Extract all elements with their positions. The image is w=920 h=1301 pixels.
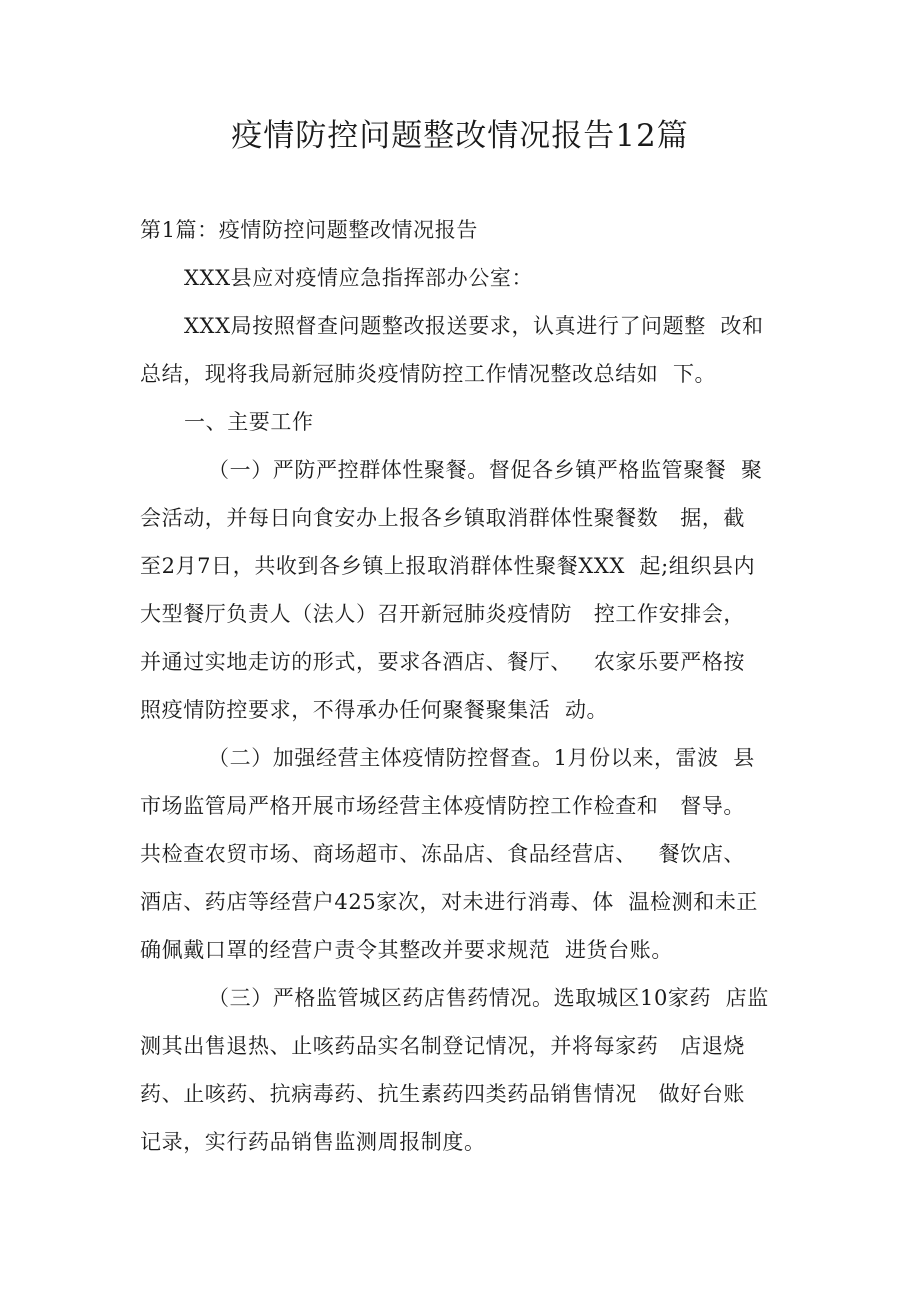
document-title: 疫情防控问题整改情况报告12篇 — [231, 118, 689, 154]
body-line: 药、止咳药、抗病毒药、抗生素药四类药品销售情况 做好台账 — [140, 1082, 746, 1106]
body-line: 照疫情防控要求，不得承办任何聚餐聚集活 动。 — [140, 698, 609, 722]
body-line: 总结，现将我局新冠肺炎疫情防控工作情况整改总结如 下。 — [140, 362, 717, 386]
body-line: 确佩戴口罩的经营户责令其整改并要求规范 进货台账。 — [140, 938, 673, 962]
body-line: 酒店、药店等经营户425家次，对未进行消毒、体 温检测和未正 — [140, 890, 759, 914]
body-line: 记录，实行药品销售监测周报制度。 — [140, 1130, 486, 1154]
body-line: （一）严防严控群体性聚餐。督促各乡镇严格监管聚餐 聚 — [208, 458, 763, 482]
body-line: 会活动，并每日向食安办上报各乡镇取消群体性聚餐数 据，截 — [140, 506, 746, 530]
body-line: 市场监管局严格开展市场经营主体疫情防控工作检查和 督导。 — [140, 794, 746, 818]
body-line: 测其出售退热、止咳药品实名制登记情况，并将每家药 店退烧 — [140, 1034, 746, 1058]
body-line: XXX局按照督查问题整改报送要求，认真进行了问题整 改和 — [184, 314, 764, 338]
body-line: 至2月7日，共收到各乡镇上报取消群体性聚餐XXX 起;组织县内 — [140, 554, 756, 578]
body-line: （三）严格监管城区药店售药情况。选取城区10家药 店监 — [208, 986, 769, 1010]
body-line: 大型餐厅负责人（法人）召开新冠肺炎疫情防 控工作安排会， — [140, 602, 746, 626]
body-line: 并通过实地走访的形式，要求各酒店、餐厅、 农家乐要严格按 — [140, 650, 746, 674]
addressee-line: XXX县应对疫情应急指挥部办公室： — [184, 266, 534, 290]
body-line: （二）加强经营主体疫情防控督查。1月份以来，雷波 县 — [208, 746, 755, 770]
heading-main-work: 一、主要工作 — [184, 410, 314, 434]
body-line: 共检查农贸市场、商场超市、冻品店、食品经营店、 餐饮店、 — [140, 842, 746, 866]
section-heading: 第1篇：疫情防控问题整改情况报告 — [140, 218, 478, 242]
